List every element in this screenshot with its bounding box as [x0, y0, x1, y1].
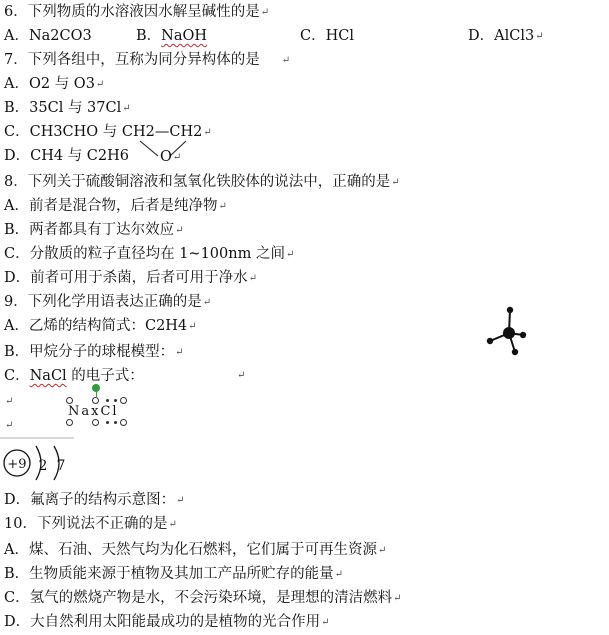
top-separator-strokes [0, 436, 76, 442]
nucleus-charge-label: +9 [7, 457, 27, 472]
q8-option-c: C．分散质的粒子直径均在 1~100nm 之间↵ [4, 246, 295, 262]
paragraph-mark: ↵ [260, 7, 270, 18]
paragraph-mark: ↵ [175, 347, 184, 358]
q8-stem: 8．下列关于硫酸铜溶液和氢氧化铁胶体的说法中，正确的是↵ [4, 174, 400, 190]
epoxide-bond-left [140, 141, 158, 156]
q10-option-d: D．大自然利用太阳能最成功的是植物的光合作用↵ [4, 614, 330, 630]
nacl-electron-dot-formula [62, 392, 134, 432]
q7-option-d: D．CH4 与 C2H6 [4, 148, 129, 164]
q7-option-b: B．35Cl 与 37Cl↵ [4, 100, 131, 116]
q7-option-c: C．CH3CHO 与 CH2—CH2↵ [4, 124, 212, 140]
q6-option-d: D．AlCl3↵ [468, 28, 544, 44]
nacl-electron-formula-text: NaxCl [68, 404, 119, 419]
methane-hydrogen-atom [520, 332, 526, 338]
epoxide-oxygen: O↵ [160, 149, 182, 165]
q9-option-d: D．氟离子的结构示意图：↵ [4, 492, 185, 508]
q10-option-a: A．煤、石油、天然气均为化石燃料，它们属于可再生资源↵ [4, 542, 387, 558]
paragraph-mark: ↵ [95, 79, 105, 90]
q9-option-c: C．NaCl 的电子式： [4, 368, 144, 384]
q6-stem-text: 6．下列物质的水溶液因水解呈碱性的是 [4, 4, 260, 20]
q9-stem: 9．下列化学用语表达正确的是↵ [4, 294, 212, 310]
paragraph-mark: ↵ [535, 31, 544, 42]
paragraph-mark: ↵ [202, 297, 212, 308]
q9-option-b: B．甲烷分子的球棍模型：↵ [4, 344, 184, 360]
paragraph-mark: ↵ [188, 321, 197, 332]
fluoride-ion-structure-diagram [0, 440, 80, 486]
paragraph-mark: ↵ [5, 420, 14, 431]
q6-option-b-formula: NaOH [161, 28, 208, 44]
paragraph-mark: ↵ [176, 495, 185, 506]
q9-nacl-formula: NaCl [29, 368, 67, 384]
paragraph-mark: ↵ [285, 249, 295, 260]
paragraph-mark: ↵ [175, 225, 184, 236]
q8-option-b: B．两者都具有丁达尔效应↵ [4, 222, 184, 238]
q9-option-a: A．乙烯的结构简式：C2H4↵ [4, 318, 197, 334]
paragraph-mark: ↵ [122, 103, 131, 114]
paragraph-mark: ↵ [281, 55, 291, 66]
methane-hydrogen-atom [487, 338, 493, 344]
q7-stem: 7．下列各组中，互称为同分异构体的是 ↵ [4, 52, 291, 68]
paragraph-mark: ↵ [377, 545, 387, 556]
paragraph-mark: ↵ [237, 370, 246, 381]
q10-option-b: B．生物质能来源于植物及其加工产品所贮存的能量↵ [4, 566, 344, 582]
paragraph-mark: ↵ [203, 127, 212, 138]
q6-option-c: C．HCl [300, 28, 354, 44]
paragraph-mark: ↵ [218, 201, 227, 212]
paragraph-mark: ↵ [172, 152, 182, 163]
paragraph-mark: ↵ [248, 273, 258, 284]
methane-ball-stick-model [482, 304, 530, 360]
paragraph-mark: ↵ [5, 396, 14, 407]
q6-option-b: B．NaOH [136, 28, 208, 44]
q8-option-d: D．前者可用于杀菌，后者可用于净水↵ [4, 270, 258, 286]
q7-option-a: A．O2 与 O3↵ [4, 76, 105, 92]
q10-stem: 10．下列说法不正确的是↵ [4, 516, 177, 532]
shell-1-electrons: 2 [38, 458, 48, 474]
q8-option-a: A．前者是混合物，后者是纯净物↵ [4, 198, 227, 214]
methane-hydrogen-atom [507, 307, 513, 313]
paragraph-mark: ↵ [393, 593, 402, 604]
q6-stem [4, 0, 269, 24]
paragraph-mark: ↵ [391, 177, 400, 188]
q10-option-c: C．氢气的燃烧产物是水，不会污染环境，是理想的清洁燃料↵ [4, 590, 402, 606]
methane-hydrogen-atom [512, 349, 518, 355]
paragraph-mark: ↵ [321, 617, 330, 628]
green-anchor-handle [92, 384, 100, 392]
paragraph-mark: ↵ [168, 519, 177, 530]
shell-2-electrons: 7 [56, 458, 66, 474]
paragraph-mark: ↵ [334, 569, 344, 580]
methane-carbon-atom [503, 327, 515, 339]
q6-option-a: A．Na2CO3 [4, 28, 92, 44]
